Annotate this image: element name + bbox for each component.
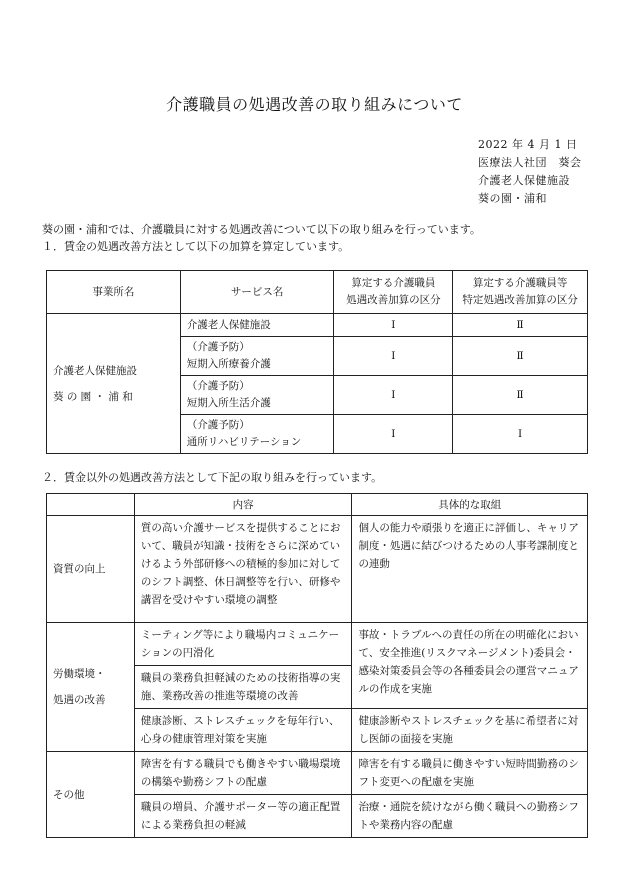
corporation-name: 医療法人社団 葵会 — [478, 156, 582, 169]
table-header-row — [47, 494, 588, 516]
service-cell — [180, 337, 334, 376]
table-row — [47, 314, 588, 337]
header-category — [47, 494, 135, 516]
service-cell: 介護老人保健施設 — [180, 314, 334, 337]
facility-cell-line2: 葵 の 園 ・ 浦 和 — [53, 390, 133, 403]
non-wage-measures-table — [46, 493, 588, 838]
kaizen-cell: Ⅰ — [334, 314, 453, 337]
header-service: サービス名 — [180, 271, 334, 314]
kaizen-cell: Ⅰ — [334, 337, 453, 376]
header-kaizen-line1: 算定する介護職員 — [351, 277, 436, 289]
facility-cell — [47, 314, 181, 454]
content-cell: 職員の業務負担軽減のための技術指導の実施、業務改善の推進等環境の改善 — [134, 666, 352, 709]
header-content: 内容 — [134, 494, 352, 516]
table-row — [47, 752, 588, 795]
tokutei-cell: Ⅱ — [453, 376, 588, 415]
header-specific: 具体的な取組 — [352, 494, 588, 516]
specific-cell: 治療・通院を続けながら働く職員への勤務シフトや業務内容の配慮 — [352, 795, 588, 838]
facility-name: 葵の園・浦和 — [478, 192, 547, 205]
service-cell — [180, 415, 334, 454]
kaizen-cell: Ⅰ — [334, 376, 453, 415]
service-prefix: （介護予防） — [186, 341, 250, 353]
tokutei-cell: Ⅰ — [453, 415, 588, 454]
content-cell: ミーティング等により職場内コミュニケーションの円滑化 — [134, 623, 352, 666]
issuer-block — [478, 136, 582, 208]
service-name: 短期入所療養介護 — [186, 358, 271, 370]
facility-type: 介護老人保健施設 — [478, 174, 570, 187]
content-cell: 健康診断、ストレスチェックを毎年行い、心身の健康管理対策を実施 — [134, 709, 352, 752]
header-tokutei-line2: 特定処遇改善加算の区分 — [462, 294, 578, 306]
table-header-row — [47, 271, 588, 314]
wage-addition-table — [46, 270, 588, 454]
service-prefix: （介護予防） — [186, 419, 250, 431]
header-tokutei-line1: 算定する介護職員等 — [472, 277, 568, 289]
content-cell: 職員の増員、介護サポーター等の適正配置による業務負担の軽減 — [134, 795, 352, 838]
content-cell: 質の高い介護サービスを提供することにおいて、職員が知識・技術をさらに深めていけるよう外部研修への積極的参加に対してのシフト調整、休日調整等を行い、研修や講習を受けやすい環境の調整 — [134, 516, 352, 623]
service-cell — [180, 376, 334, 415]
section2-heading: ２．賃金以外の処遇改善方法として下記の取り組みを行っています。 — [42, 471, 383, 484]
issue-date: 2022 年 4 月 1 日 — [478, 138, 578, 151]
header-tokutei — [453, 271, 588, 314]
specific-cell: 個人の能力や頑張りを適正に評価し、キャリア制度・処遇に結びつけるための人事考課制度との連動 — [352, 516, 588, 623]
specific-cell: 障害を有する職員に働きやすい短時間勤務のシフト変更への配慮を実施 — [352, 752, 588, 795]
intro-line: 葵の園・浦和では、介護職員に対する処遇改善について以下の取り組みを行っています。 — [42, 223, 481, 236]
table-row — [47, 516, 588, 623]
header-facility: 事業所名 — [47, 271, 181, 314]
category-line2: 処遇の改善 — [53, 694, 106, 706]
kaizen-cell: Ⅰ — [334, 415, 453, 454]
service-name: 短期入所生活介護 — [186, 397, 271, 409]
service-prefix: （介護予防） — [186, 380, 250, 392]
facility-cell-line1: 介護老人保健施設 — [53, 364, 137, 377]
content-cell: 障害を有する職員でも働きやすい職場環境の構築や勤務シフトの配慮 — [134, 752, 352, 795]
section1-heading: １．賃金の処遇改善方法として以下の加算を算定しています。 — [42, 240, 350, 253]
specific-cell: 事故・トラブルへの責任の所在の明確化において、安全推進(リスクマネージメント)委員会・感染対策委員会等の各種委員会の運営マニュアルの作成を実施 — [352, 623, 588, 709]
intro-text — [42, 221, 481, 255]
tokutei-cell: Ⅱ — [453, 314, 588, 337]
category-cell — [47, 623, 135, 752]
tokutei-cell: Ⅱ — [453, 337, 588, 376]
header-kaizen-line2: 処遇改善加算の区分 — [346, 294, 441, 306]
specific-cell: 健康診断やストレスチェックを基に希望者に対し医師の面接を実施 — [352, 709, 588, 752]
header-kaizen — [334, 271, 453, 314]
service-name: 通所リハビリテーション — [186, 436, 302, 448]
table-row — [47, 623, 588, 666]
category-cell: その他 — [47, 752, 135, 838]
category-cell: 資質の向上 — [47, 516, 135, 623]
category-line1: 労働環境・ — [53, 668, 106, 680]
document-title: 介護職員の処遇改善の取り組みについて — [166, 95, 463, 114]
